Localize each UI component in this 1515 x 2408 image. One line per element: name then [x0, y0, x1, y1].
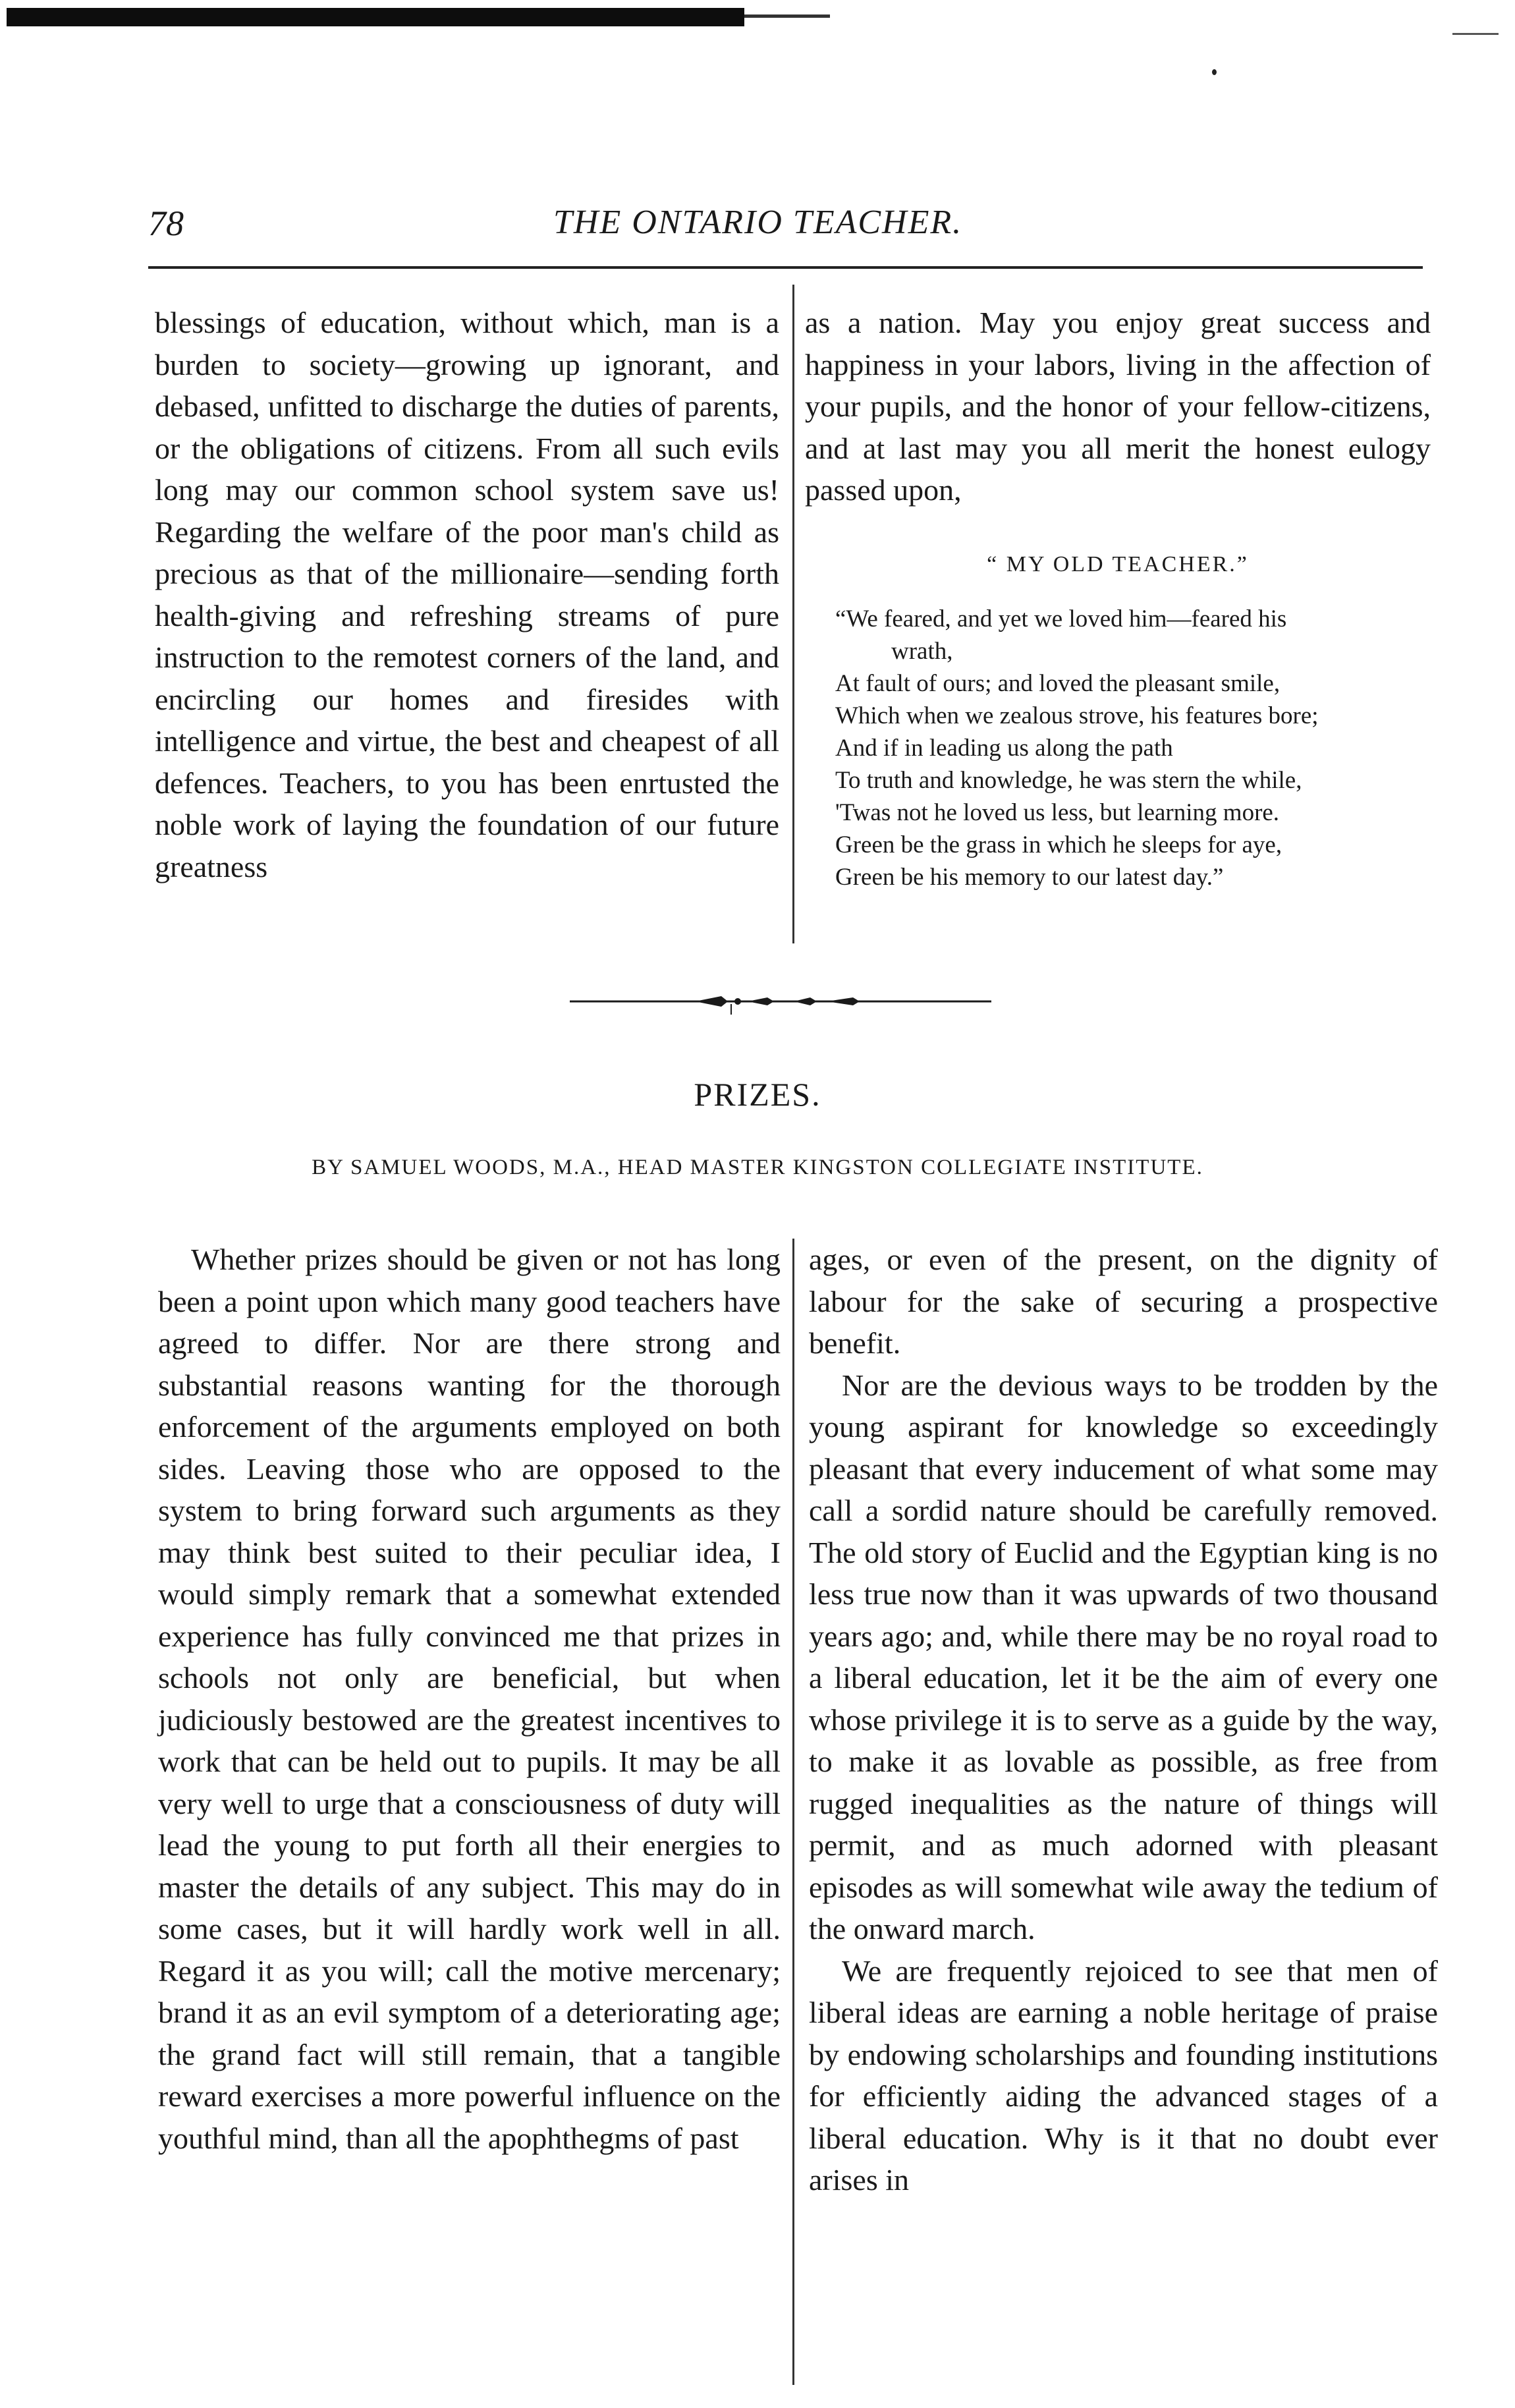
poem-line: Which when we zealous strove, his features bore;	[835, 702, 1319, 729]
scan-edge-bar	[7, 8, 744, 26]
header-rule	[148, 266, 1423, 269]
top-right-column	[805, 302, 1431, 511]
section-ornament	[570, 990, 991, 1016]
column-divider-top	[792, 285, 794, 943]
poem-line: To truth and knowledge, he was stern the while,	[835, 767, 1302, 794]
poem-line: 'Twas not he loved us less, but learning more.	[835, 799, 1280, 826]
article-title: PRIZES.	[694, 1076, 821, 1113]
top-right-paragraph: as a nation. May you enjoy great success and happiness in your labors, living in the affection of your pupils, and the honor of your fellow-citizens, and at last may you all merit the honest eulogy passed upon,	[805, 306, 1431, 507]
scan-mark	[1452, 33, 1499, 35]
scan-speck	[1212, 69, 1217, 75]
poem-line: At fault of ours; and loved the pleasant smile,	[835, 670, 1281, 697]
article-paragraph: Whether prizes should be given or not has long been a point upon which many good teachers have agreed to differ. Nor are there strong and substantial reasons wanting for the thorough enforcement of the arguments employed on both sides. Leaving those who are opposed to the system to bring forward such arguments as they may think best suited to their peculiar idea, I would simply remark that a somewhat extended experience has fully convinced me that prizes in schools not only are beneficial, but when judiciously bestowed are the greatest incentives to work that can be held out to pupils. It may be all very well to urge that a consciousness of duty will lead the young to put forth all their energies to master the details of any subject. This may do in some cases, but it will hardly work well in all. Regard it as you will; call the motive mercenary; brand it as an evil symptom of a deteriorating age; the grand fact will still remain, that a tangible reward exercises a more powerful influence on the youthful mind, than all the apophthegms of past	[158, 1243, 781, 2155]
article-paragraph: Nor are the devious ways to be trodden by the young aspirant for knowledge so exceedingly pleasant that every inducement of what some may call a sordid nature should be carefully removed. The old story of Euclid and the Egyptian king is no less true now than it was upwards of two thousand years ago; and, while there may be no royal road to a liberal education, let it be the aim of every one whose privilege it is to serve as a guide by the way, to make it as lovable as possible, as free from rugged inequalities as the nature of things will permit, and as much adorned with pleasant episodes as will somewhat wile away the tedium of the onward march.	[809, 1368, 1438, 1946]
top-left-paragraph: blessings of education, without which, man is a burden to society—growing up ignorant, and debased, unfitted to discharge the duties of parents, or the obligations of citizens. From all such evils long may our common school system save us! Regarding the welfare of the poor man's child as precious as that of the millionaire—sending forth health-giving and refreshing streams of pure instruction to the remotest corners of the land, and encircling our homes and firesides with intelligence and virtue, the best and cheapest of all defences. Teachers, to you has been enrtusted the noble work of laying the foundation of our future greatness	[155, 306, 779, 883]
article-right-column	[809, 1239, 1438, 2201]
article-byline: BY SAMUEL WOODS, M.A., HEAD MASTER KINGSTON COLLEGIATE INSTITUTE.	[312, 1156, 1203, 1179]
poem-line: Green be his memory to our latest day.”	[835, 864, 1224, 891]
article-paragraph: ages, or even of the present, on the dignity of labour for the sake of securing a prospective benefit.	[809, 1243, 1438, 1360]
column-divider-bottom	[792, 1239, 794, 2385]
poem-title: “ MY OLD TEACHER.”	[987, 552, 1249, 576]
article-paragraph: We are frequently rejoiced to see that men of liberal ideas are earning a noble heritage of praise by endowing scholarships and founding institutions for efficiently aiding the advanced stages of a liberal education. Why is it that no doubt ever arises in	[809, 1953, 1438, 2197]
page-number: 78	[148, 204, 184, 243]
poem-line: “We feared, and yet we loved him—feared his	[835, 605, 1287, 632]
running-title: THE ONTARIO TEACHER.	[553, 204, 963, 241]
poem-line: wrath,	[891, 638, 953, 665]
scan-edge-bar-tail	[744, 14, 830, 18]
poem-line: And if in leading us along the path	[835, 735, 1173, 762]
article-left-column	[158, 1239, 781, 2159]
poem-line: Green be the grass in which he sleeps for aye,	[835, 831, 1282, 858]
top-left-column	[155, 302, 779, 887]
poem	[835, 603, 1428, 893]
